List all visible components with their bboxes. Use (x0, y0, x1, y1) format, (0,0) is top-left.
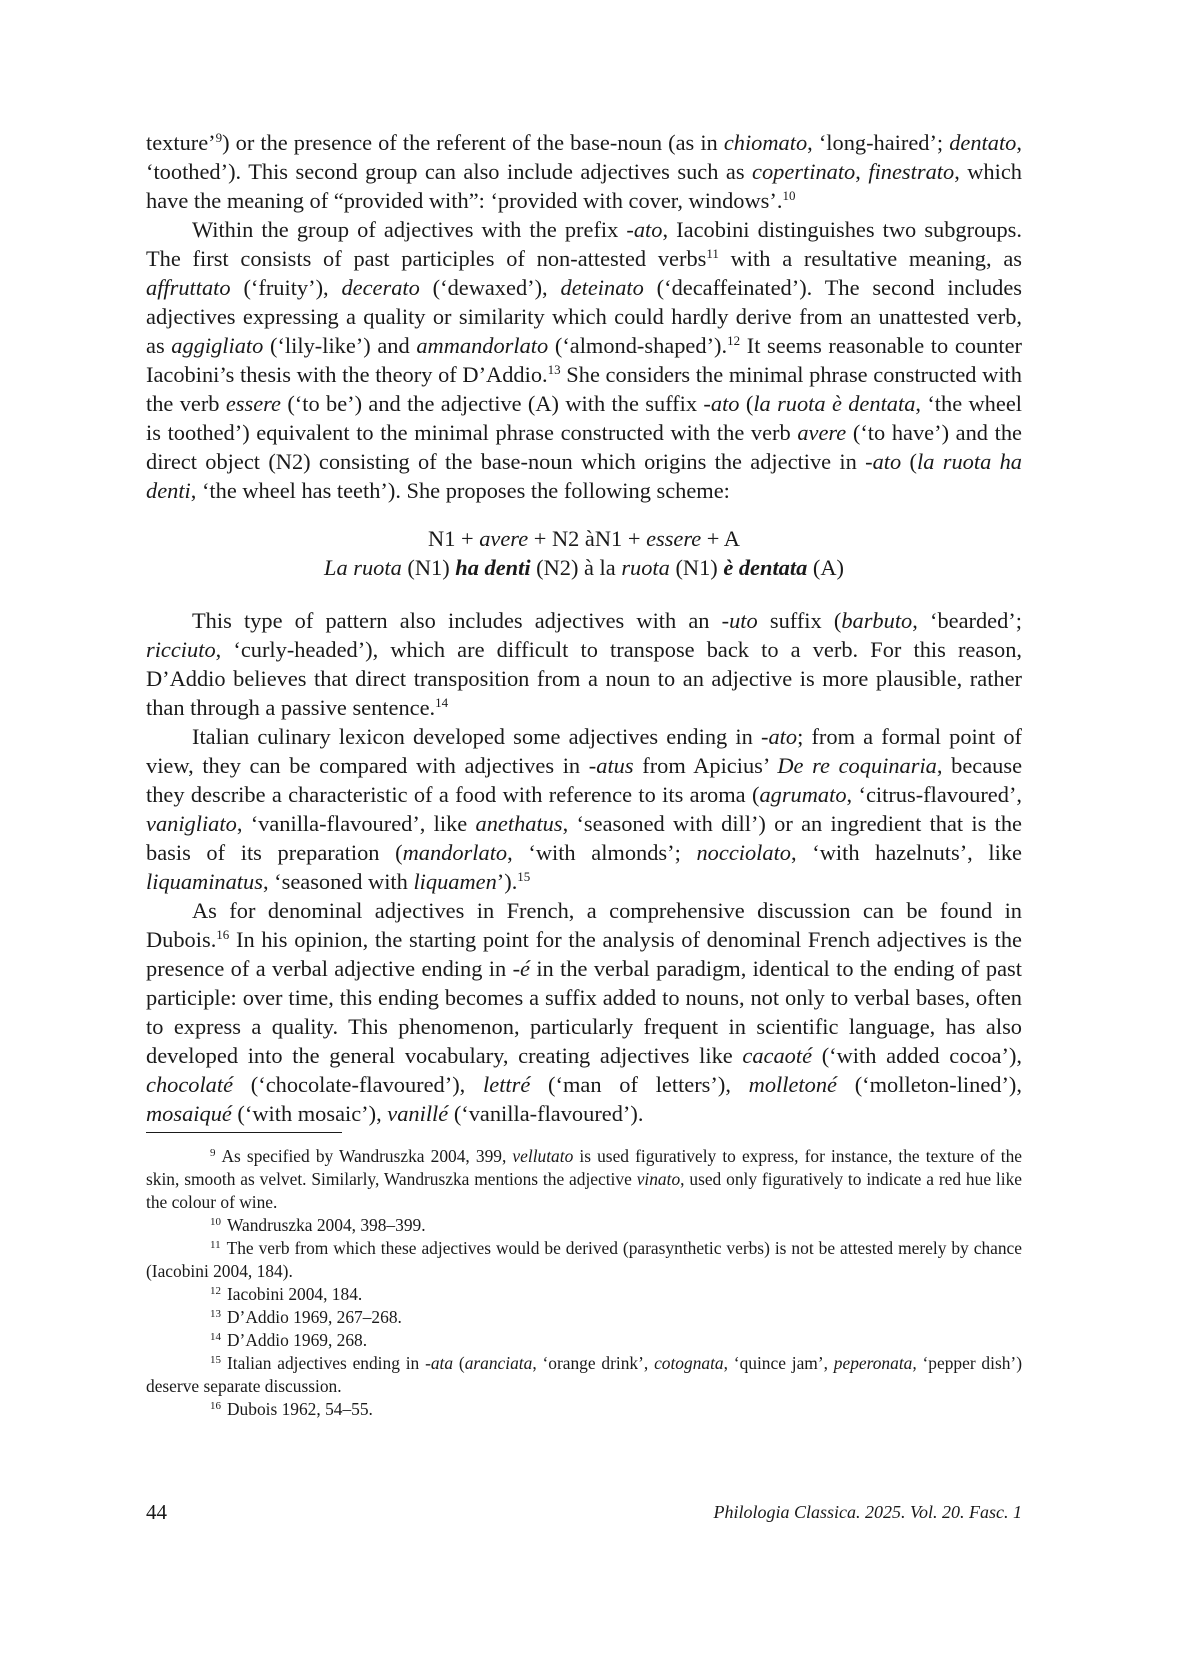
footnote-number: 13 (210, 1308, 221, 1320)
footnotes (146, 1145, 1022, 1421)
footnote-text: As specified by Wandruszka 2004, 399, vellutato is used figuratively to express, for instance, the texture of the skin, smooth as velvet. Similarly, Wandruszka mentions the adjective vinato, used only figuratively to indicate a red hue like the colour of wine. (146, 1146, 1022, 1212)
footnote-number: 15 (210, 1354, 221, 1366)
footnote-text: D’Addio 1969, 268. (227, 1330, 368, 1350)
footnote-text: Iacobini 2004, 184. (227, 1284, 363, 1304)
footnote-number: 12 (210, 1285, 221, 1297)
footnote (146, 1237, 1022, 1283)
footnote (146, 1145, 1022, 1214)
formula-line-2: La ruota (N1) ha denti (N2) à la ruota (N1) è dentata (A) (324, 555, 844, 580)
paragraph: This type of pattern also includes adjectives with an -uto suffix (barbuto, ‘bearded’; ricciuto, ‘curly-headed’), which are difficult to transpose back to a verb. For this reason, D’Addio believes that direct transposition from a noun to an adjective is more plausible, rather than through a passive sentence.$^{14}$ (146, 608, 1022, 720)
footnote-text: D’Addio 1969, 267–268. (227, 1307, 402, 1327)
footnote-separator (146, 1132, 342, 1133)
footnote (146, 1283, 1022, 1306)
footnote (146, 1352, 1022, 1398)
paragraph: Italian culinary lexicon developed some adjectives ending in -ato; from a formal point of view, they can be compared with adjectives in -atus from Apicius’ De re coquinaria, because they describe a characteristic of a food with reference to its aroma (agrumato, ‘citrus-flavoured’, vanigliato, ‘vanilla-flavoured’, like anethatus, ‘seasoned with dill’) or an ingredient that is the basis of its preparation (mandorlato, ‘with almonds’; nocciolato, ‘with hazelnuts’, like liquaminatus, ‘seasoned with liquamen’).$^{15}$ (146, 724, 1023, 894)
footnote (146, 1214, 1022, 1237)
footnote-text: The verb from which these adjectives would be derived (parasynthetic verbs) is not be attested merely by chance (Iacobini 2004, 184). (146, 1238, 1022, 1281)
main-text-before (146, 128, 1022, 505)
footnote-number: 11 (210, 1239, 221, 1251)
paragraph: texture’$^9$) or the presence of the referent of the base-noun (as in chiomato, ‘long-haired’; dentato, ‘toothed’). This second group can also include adjectives such as copertinato, finestrato, which have the meaning of “provided with”: ‘provided with cover, windows’.$^{10}$ (146, 130, 1022, 213)
formula-line-1: N1 + avere + N2 àN1 + essere + A (428, 526, 740, 551)
footnote-number: 9 (210, 1147, 216, 1159)
footnote (146, 1306, 1022, 1329)
footnote-number: 16 (210, 1400, 221, 1412)
formula-scheme (146, 524, 1022, 582)
footnote-number: 14 (210, 1331, 221, 1343)
journal-citation: Philologia Classica. 2025. Vol. 20. Fasc. 1 (713, 1502, 1022, 1522)
footnote (146, 1329, 1022, 1352)
main-text-after (146, 606, 1022, 1128)
footnote (146, 1398, 1022, 1421)
footnote-text: Italian adjectives ending in -ata (aranciata, ‘orange drink’, cotognata, ‘quince jam’, peperonata, ‘pepper dish’) deserve separate discussion. (146, 1353, 1023, 1396)
paragraph: Within the group of adjectives with the prefix -ato, Iacobini distinguishes two subgroups. The first consists of past participles of non-attested verbs$^{11}$ with a resultative meaning, as affruttato (‘fruity’), decerato (‘dewaxed’), deteinato (‘decaffeinated’). The second includes adjectives expressing a quality or similarity which could hardly derive from an unattested verb, as aggigliato (‘lily-like’) and ammandorlato (‘almond-shaped’).$^{12}$ It seems reasonable to counter Iacobini’s thesis with the theory of D’Addio.$^{13}$ She considers the minimal phrase constructed with the verb essere (‘to be’) and the adjective (A) with the suffix -ato (la ruota è dentata, ‘the wheel is toothed’) equivalent to the minimal phrase constructed with the verb avere (‘to have’) and the direct object (N2) consisting of the base-noun which origins the adjective in -ato (la ruota ha denti, ‘the wheel has teeth’). She proposes the following scheme: (146, 217, 1022, 503)
page-number: 44 (146, 1500, 167, 1524)
footnote-text: Wandruszka 2004, 398–399. (227, 1215, 426, 1235)
footnote-text: Dubois 1962, 54–55. (227, 1399, 373, 1419)
page-content (146, 128, 1022, 1421)
footnote-number: 10 (210, 1216, 221, 1228)
paragraph: As for denominal adjectives in French, a comprehensive discussion can be found in Dubois.$^{16}$ In his opinion, the starting point for the analysis of denominal French adjectives is the presence of a verbal adjective ending in -é in the verbal paradigm, identical to the ending of past participle: over time, this ending becomes a suffix added to nouns, not only to verbal bases, often to express a quality. This phenomenon, particularly frequent in scientific language, has also developed into the general vocabulary, creating adjectives like cacaoté (‘with added cocoa’), chocolaté (‘chocolate-flavoured’), lettré (‘man of letters’), molletoné (‘molleton-lined’), mosaiqué (‘with mosaic’), vanillé (‘vanilla-flavoured’). (146, 898, 1022, 1126)
